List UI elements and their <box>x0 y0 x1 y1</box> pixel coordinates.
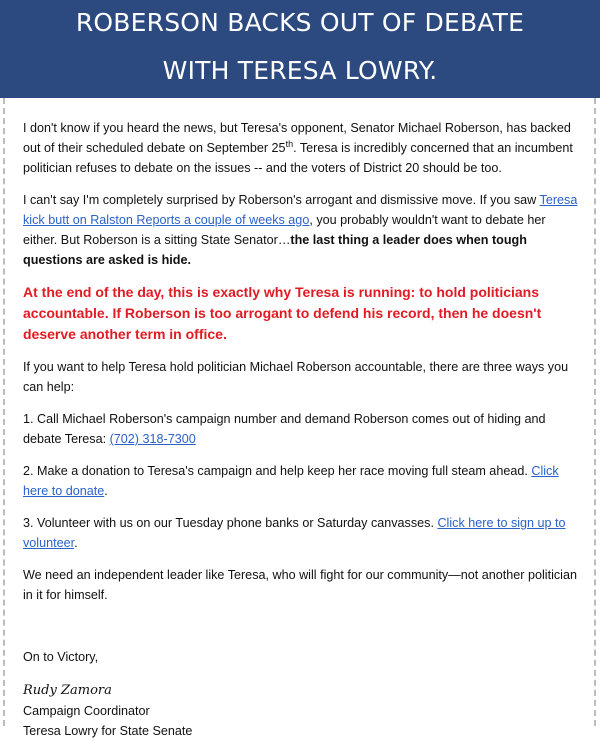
right-dashed-border <box>594 98 596 726</box>
donate-link[interactable]: Click here to donate <box>23 464 559 498</box>
paragraph-intro: I don't know if you heard the news, but Teresa's opponent, Senator Michael Roberson, has backed out of their scheduled debate on September 25th. Teresa is incredibly concerned that an incumbent politician refuses to debate on the issues -- and the voters of District 20 should be too. <box>23 121 573 175</box>
paragraph-surprised: I can't say I'm completely surprised by Roberson's arrogant and dismissive move. If you saw Teresa kick butt on Ralston Reports a couple of weeks ago, you probably wouldn't want to debate her either. But Roberson is a sitting State Senator…the last thing a leader does when tough questions are asked is hide. <box>23 193 578 267</box>
ralston-reports-link[interactable]: Teresa kick butt on Ralston Reports a couple of weeks ago <box>23 193 578 227</box>
highlight-statement: At the end of the day, this is exactly why Teresa is running: to hold politicians accountable. If Roberson is too arrogant to defend his record, then he doesn't deserve another term in office. <box>23 284 542 342</box>
closing-line: On to Victory, <box>23 650 99 664</box>
left-dashed-border <box>3 98 5 726</box>
signer-title: Campaign Coordinator <box>23 704 150 718</box>
action-item-volunteer: 3. Volunteer with us on our Tuesday phone banks or Saturday canvasses. Click here to sign up to volunteer. <box>23 516 566 550</box>
signature-name: Rudy Zamora <box>23 683 112 698</box>
bold-statement: the last thing a leader does when tough questions are asked is hide. <box>23 233 527 267</box>
signer-organization: Teresa Lowry for State Senate <box>23 724 193 738</box>
action-item-donate: 2. Make a donation to Teresa's campaign and help keep her race moving full steam ahead. Click here to donate. <box>23 464 559 498</box>
headline-line-1: ROBERSON BACKS OUT OF DEBATE <box>75 8 525 37</box>
headline-line-2: WITH TERESA LOWRY. <box>162 56 438 85</box>
paragraph-ways-to-help: If you want to help Teresa hold politician Michael Roberson accountable, there are three ways you can help: <box>23 360 569 394</box>
email-header-banner <box>0 0 600 98</box>
volunteer-link[interactable]: Click here to sign up to volunteer <box>23 516 566 550</box>
ordinal-suffix: th <box>285 138 294 149</box>
phone-number-link[interactable]: (702) 318-7300 <box>109 432 196 446</box>
action-item-call: 1. Call Michael Roberson's campaign number and demand Roberson comes out of hiding and debate Teresa: (702) 318-7300 <box>23 412 546 446</box>
paragraph-closing-argument: We need an independent leader like Teresa, who will fight for our community—not another politician in it for himself. <box>23 568 577 602</box>
email-body <box>23 118 581 741</box>
